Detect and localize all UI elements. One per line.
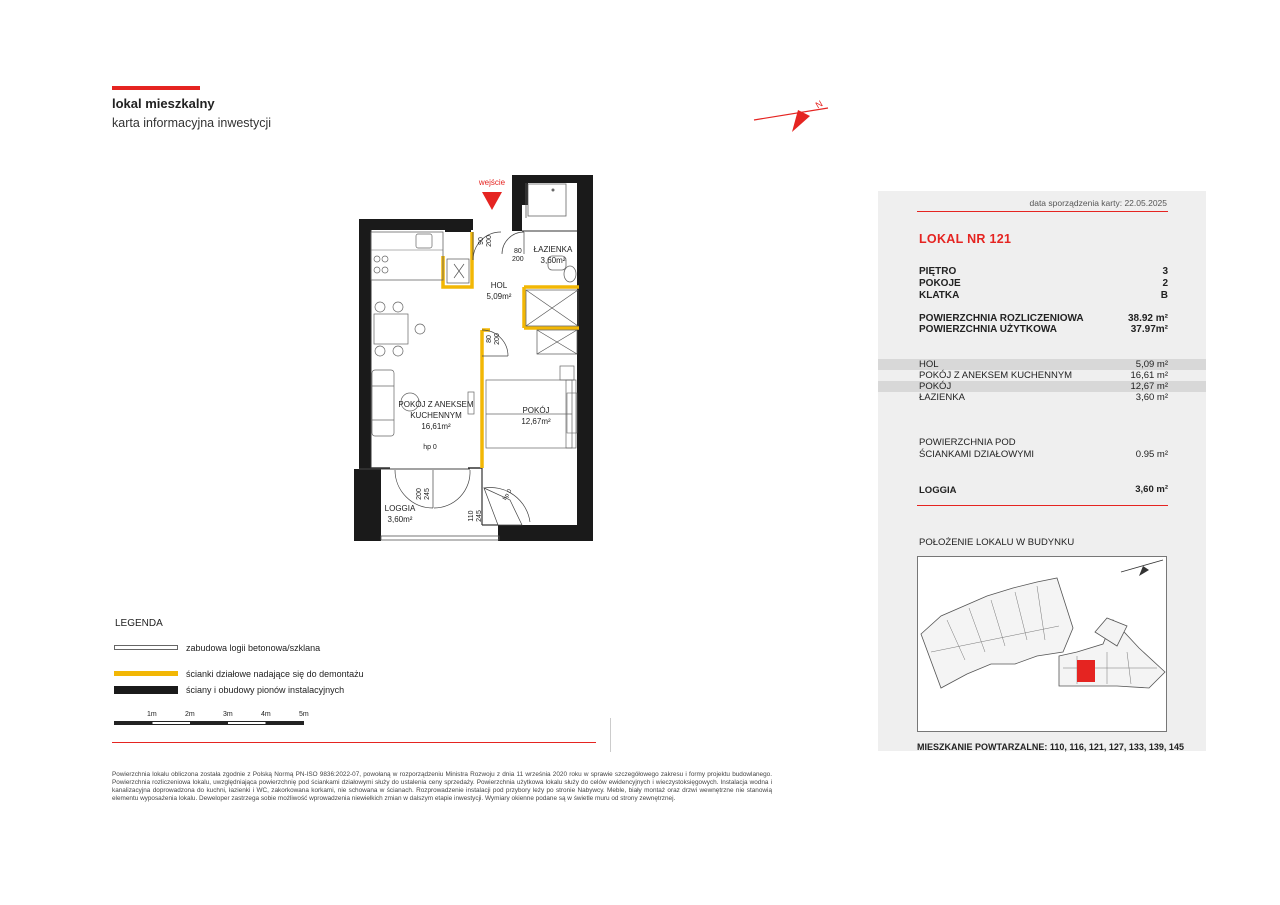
door-dim: 80 200: [512, 248, 524, 263]
living-area: 16,61m²: [421, 422, 451, 431]
legend-item-partition: ścianki działowe nadające się do demontażu: [186, 669, 364, 679]
page-subtitle: karta informacyjna inwestycji: [112, 116, 272, 130]
scale-tick: 5m: [299, 711, 309, 718]
header-accent-bar: [112, 86, 200, 90]
loggia-row-label: LOGGIA: [919, 485, 957, 496]
room-row: POKÓJ Z ANEKSEM KUCHENNYM 16,61 m²: [919, 370, 1168, 381]
footer-disclaimer: Powierzchnia lokalu obliczona została zgodnie z Polską Normą PN-ISO 9836:2022-07, powołaną w rozporządzeniu Ministra Rozwoju z dnia 11 września 2020 roku w sprawie szczegółowego zakresu i formy projektu budowlanego. Powierzchnia rozliczeniowa lokalu, uwzględniająca powierzchnię pod ściankami działowymi służy do ustalenia ceny sprzedaży. Powierzchnia użytkowa lokalu służy do celów ewidencyjnych i wieczystoksięgowych. Instalacja wodna i kanalizacyjna doprowadzona do kuchni, łazienki i WC, zakorkowana korkami, nie schowana w ścianach. Rozprowadzenie instalacji pod przybory leży po stronie Nabywcy. Meble, biały montaż oraz drzwi wewnętrzne nie stanowią elementu wyposażenia lokalu. Deweloper zastrzega sobie możliwość wprowadzenia niewielkich zmian w dalszym etapie inwestycji. Wymiary okienne podane są w świetle muru od strony zewnętrznej.: [112, 771, 772, 802]
settlement-area-row: POWIERZCHNIA ROZLICZENIOWA 38.92 m²: [919, 313, 1168, 324]
scale-tick: 1m: [147, 711, 157, 718]
partition-area-label-2: ŚCIANKAMI DZIAŁOWYMI: [919, 449, 1035, 460]
door-dim: 90 200: [477, 235, 493, 247]
building-location-title: POŁOŻENIE LOKALU W BUDYNKU: [919, 537, 1075, 548]
door-dim: 80 200: [485, 333, 501, 345]
legend-frame-edge: [610, 718, 611, 752]
bathroom-area: 3,60m²: [540, 256, 566, 265]
stair-row: KLATKA B: [919, 290, 1168, 301]
floor-row: PIĘTRO 3: [919, 266, 1168, 277]
card-divider: [917, 211, 1168, 212]
rooms-row: POKOJE 2: [919, 278, 1168, 289]
hall-label: HOL: [490, 281, 508, 290]
loggia-label: LOGGIA: [384, 504, 416, 513]
partition-area-value: 0.95 m²: [1135, 449, 1168, 460]
repeat-units: MIESZKANIE POWTARZALNE: 110, 116, 121, 127, 133, 139, 145: [917, 742, 1184, 752]
compass-letter: N: [813, 98, 825, 111]
floor-plan: [350, 170, 598, 545]
room-row: POKÓJ 12,67 m²: [878, 381, 1206, 392]
hall-area: 5,09m²: [486, 292, 512, 301]
building-outline: [917, 556, 1167, 732]
room-row: ŁAZIENKA 3,60 m²: [919, 392, 1168, 403]
legend-title: LEGENDA: [115, 618, 163, 629]
legend-item-wall: ściany i obudowy pionów instalacyjnych: [186, 685, 345, 695]
door-dim: hp 0: [502, 488, 514, 502]
legend-item-glass: zabudowa logii betonowa/szklana: [186, 643, 321, 653]
door-dim: 200 245: [415, 488, 431, 500]
north-arrow-icon: [750, 96, 834, 138]
legend-swatch-partition: [114, 671, 178, 676]
card-divider: [917, 505, 1168, 506]
scale-tick: 3m: [223, 711, 233, 718]
living-label-1: POKÓJ Z ANEKSEM: [398, 400, 474, 409]
bathroom-label: ŁAZIENKA: [533, 245, 573, 254]
loggia-row-value: 3,60 m²: [1135, 484, 1168, 495]
partition-area-label-1: POWIERZCHNIA POD: [919, 437, 1016, 448]
scale-bar: [114, 721, 304, 725]
entry-label: wejście: [478, 178, 506, 187]
room-area: 12,67m²: [521, 417, 551, 426]
footer-accent-line: [112, 742, 596, 743]
room-label: POKÓJ: [522, 406, 550, 415]
page-title: lokal mieszkalny: [112, 96, 215, 111]
usable-area-row: POWIERZCHNIA UŻYTKOWA 37.97m²: [919, 324, 1168, 335]
card-date: data sporządzenia karty: 22.05.2025: [1029, 198, 1167, 208]
threshold-label: hp 0: [423, 444, 437, 451]
scale-tick: 4m: [261, 711, 271, 718]
loggia-area: 3,60m²: [387, 515, 413, 524]
scale-tick: 2m: [185, 711, 195, 718]
living-label-2: KUCHENNYM: [410, 411, 462, 420]
door-dim: 110 245: [467, 510, 483, 522]
legend-swatch-wall: [114, 686, 178, 694]
room-row: HOL 5,09 m²: [878, 359, 1206, 370]
lokal-number: LOKAL NR 121: [919, 232, 1012, 246]
legend-swatch-glass: [114, 645, 178, 650]
